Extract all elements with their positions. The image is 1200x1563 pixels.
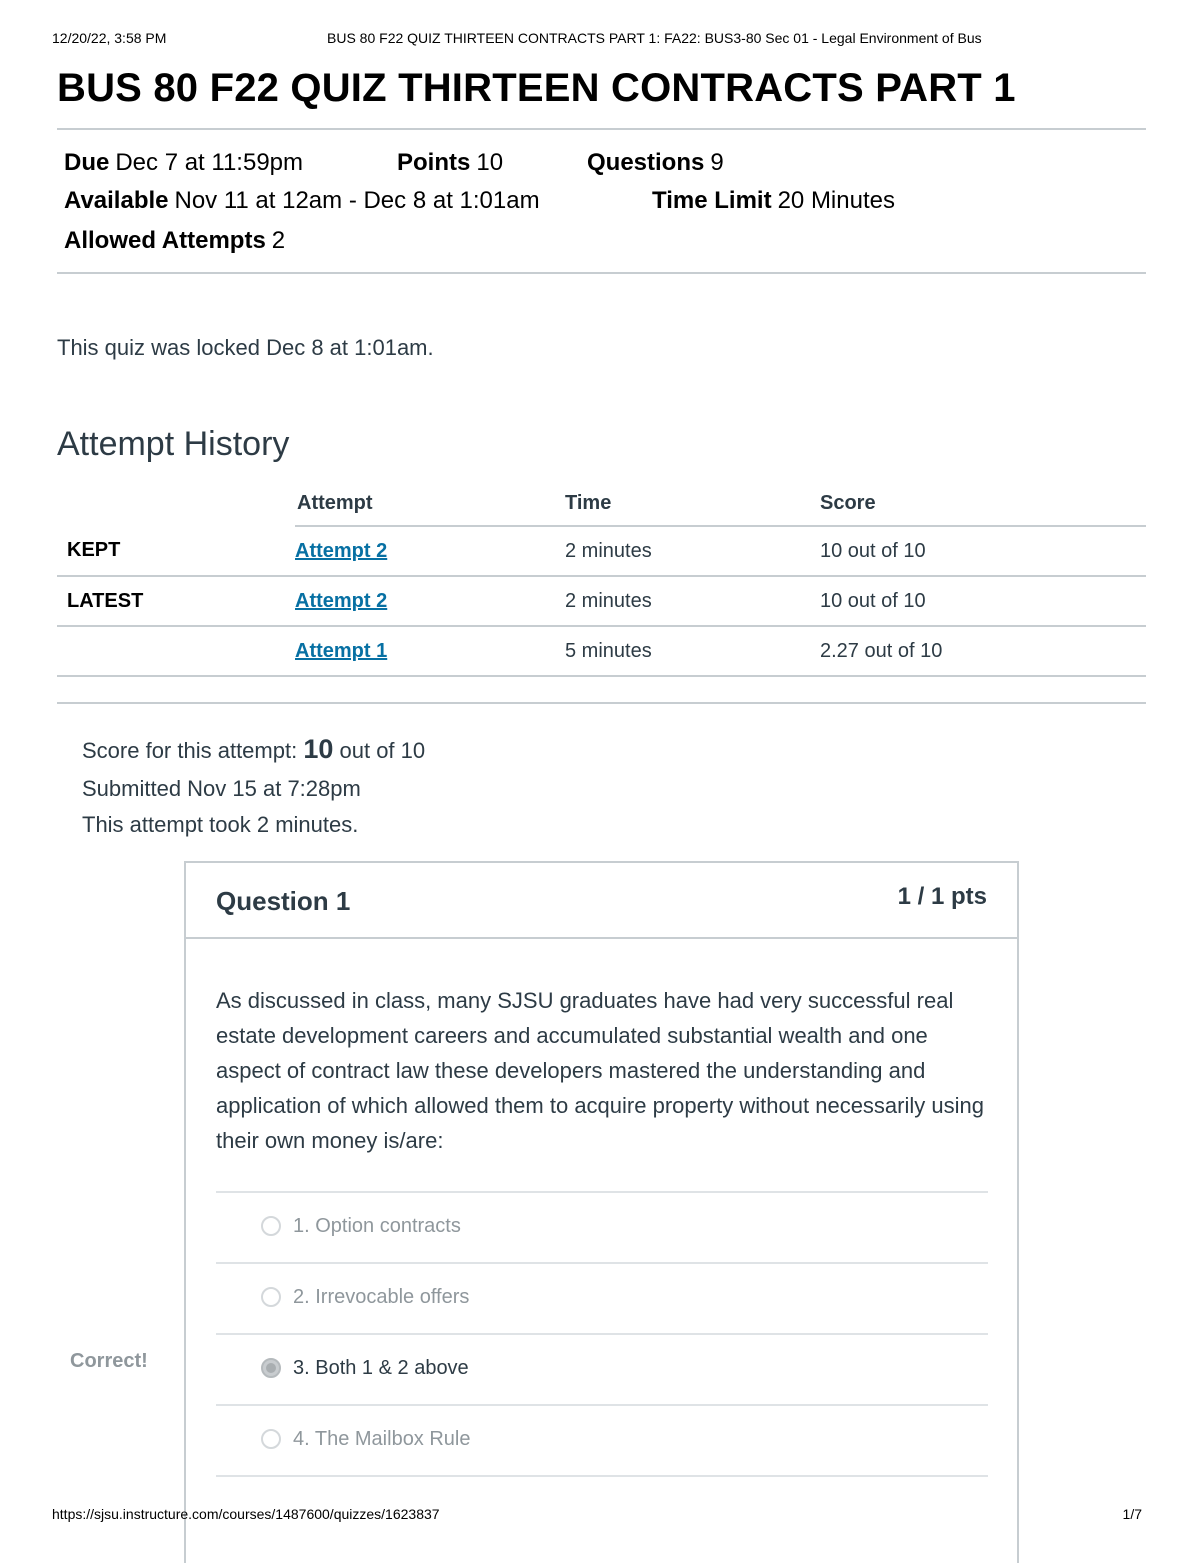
attempt-score: 10 out of 10 bbox=[820, 526, 1146, 576]
divider bbox=[57, 128, 1146, 130]
attempt-score: 2.27 out of 10 bbox=[820, 626, 1146, 676]
attempts-detail bbox=[64, 227, 285, 255]
attempt-score-line bbox=[82, 734, 425, 765]
questions-label: Questions bbox=[587, 149, 705, 176]
available-value: Nov 11 at 12am - Dec 8 at 1:01am bbox=[174, 187, 540, 214]
available-detail bbox=[64, 187, 540, 215]
answer-option[interactable] bbox=[216, 1262, 988, 1333]
score-value: 10 bbox=[303, 734, 334, 764]
due-value: Dec 7 at 11:59pm bbox=[115, 149, 304, 176]
page-title: BUS 80 F22 QUIZ THIRTEEN CONTRACTS PART 1 bbox=[57, 66, 1016, 110]
attempt-history-title: Attempt History bbox=[57, 425, 290, 463]
question-points: 1 / 1 pts bbox=[897, 883, 987, 910]
attempt-time: 2 minutes bbox=[565, 576, 820, 626]
score-suffix: out of 10 bbox=[339, 738, 426, 763]
column-header-time: Time bbox=[565, 482, 820, 526]
available-label: Available bbox=[64, 187, 169, 214]
row-label bbox=[57, 626, 295, 676]
quiz-details-row-1 bbox=[64, 149, 303, 177]
question-header bbox=[186, 863, 1017, 939]
attempt-score: 10 out of 10 bbox=[820, 576, 1146, 626]
answer-text: 2. Irrevocable offers bbox=[293, 1286, 470, 1308]
correct-answer-flag: Correct! bbox=[70, 1350, 148, 1372]
column-header-score: Score bbox=[820, 482, 1146, 526]
answer-text: 4. The Mailbox Rule bbox=[293, 1428, 471, 1450]
table-row bbox=[57, 576, 1146, 626]
answer-option[interactable] bbox=[216, 1191, 988, 1262]
locked-message: This quiz was locked Dec 8 at 1:01am. bbox=[57, 335, 434, 360]
attempts-label: Allowed Attempts bbox=[64, 227, 266, 254]
row-label: KEPT bbox=[57, 526, 295, 576]
table-header-blank bbox=[57, 482, 295, 526]
column-header-attempt: Attempt bbox=[295, 482, 565, 526]
attempt-link[interactable]: Attempt 2 bbox=[295, 589, 388, 612]
score-prefix: Score for this attempt: bbox=[82, 738, 298, 763]
radio-icon[interactable] bbox=[261, 1429, 281, 1449]
questions-detail bbox=[587, 149, 724, 177]
attempt-time: 5 minutes bbox=[565, 626, 820, 676]
table-header-row bbox=[57, 482, 1146, 526]
question-card bbox=[184, 861, 1019, 1563]
answer-text: 3. Both 1 & 2 above bbox=[293, 1357, 469, 1379]
radio-selected-icon[interactable] bbox=[261, 1358, 281, 1378]
points-detail bbox=[397, 149, 503, 177]
print-header bbox=[52, 30, 1148, 48]
answer-list bbox=[216, 1191, 988, 1546]
print-page-title: BUS 80 F22 QUIZ THIRTEEN CONTRACTS PART 1: FA22: BUS3-80 Sec 01 - Legal Environment of Bus bbox=[327, 30, 982, 46]
time-limit-value: 20 Minutes bbox=[777, 187, 895, 214]
radio-icon[interactable] bbox=[261, 1216, 281, 1236]
print-footer bbox=[52, 1506, 1148, 1524]
attempt-time: 2 minutes bbox=[565, 526, 820, 576]
answer-option[interactable] bbox=[216, 1404, 988, 1475]
attempts-value: 2 bbox=[271, 227, 286, 254]
page-number: 1/7 bbox=[1122, 1506, 1142, 1522]
radio-icon[interactable] bbox=[261, 1287, 281, 1307]
submitted-time: Submitted Nov 15 at 7:28pm bbox=[82, 776, 361, 801]
attempt-duration: This attempt took 2 minutes. bbox=[82, 812, 359, 837]
due-label: Due bbox=[64, 149, 110, 176]
answer-text: 1. Option contracts bbox=[293, 1215, 461, 1237]
page-url: https://sjsu.instructure.com/courses/1487600/quizzes/1623837 bbox=[52, 1506, 440, 1522]
print-date: 12/20/22, 3:58 PM bbox=[52, 30, 167, 46]
time-limit-detail bbox=[652, 187, 895, 215]
question-text: As discussed in class, many SJSU graduates have had very successful real estate development careers and accumulated substantial wealth and one aspect of contract law these developers mastered the understanding and application of which allowed them to acquire property without necessarily using their own money is/are: bbox=[216, 988, 984, 1153]
points-label: Points bbox=[397, 149, 471, 176]
question-name: Question 1 bbox=[216, 886, 351, 916]
questions-value: 9 bbox=[710, 149, 724, 176]
attempt-link[interactable]: Attempt 1 bbox=[295, 639, 388, 662]
divider bbox=[57, 702, 1146, 704]
time-limit-label: Time Limit bbox=[652, 187, 772, 214]
divider bbox=[57, 272, 1146, 274]
row-label: LATEST bbox=[57, 576, 295, 626]
table-row bbox=[57, 526, 1146, 576]
attempt-link[interactable]: Attempt 2 bbox=[295, 539, 388, 562]
answer-option-selected[interactable] bbox=[216, 1333, 988, 1404]
points-value: 10 bbox=[476, 149, 504, 176]
table-row bbox=[57, 626, 1146, 676]
attempt-history-table bbox=[57, 482, 1146, 677]
